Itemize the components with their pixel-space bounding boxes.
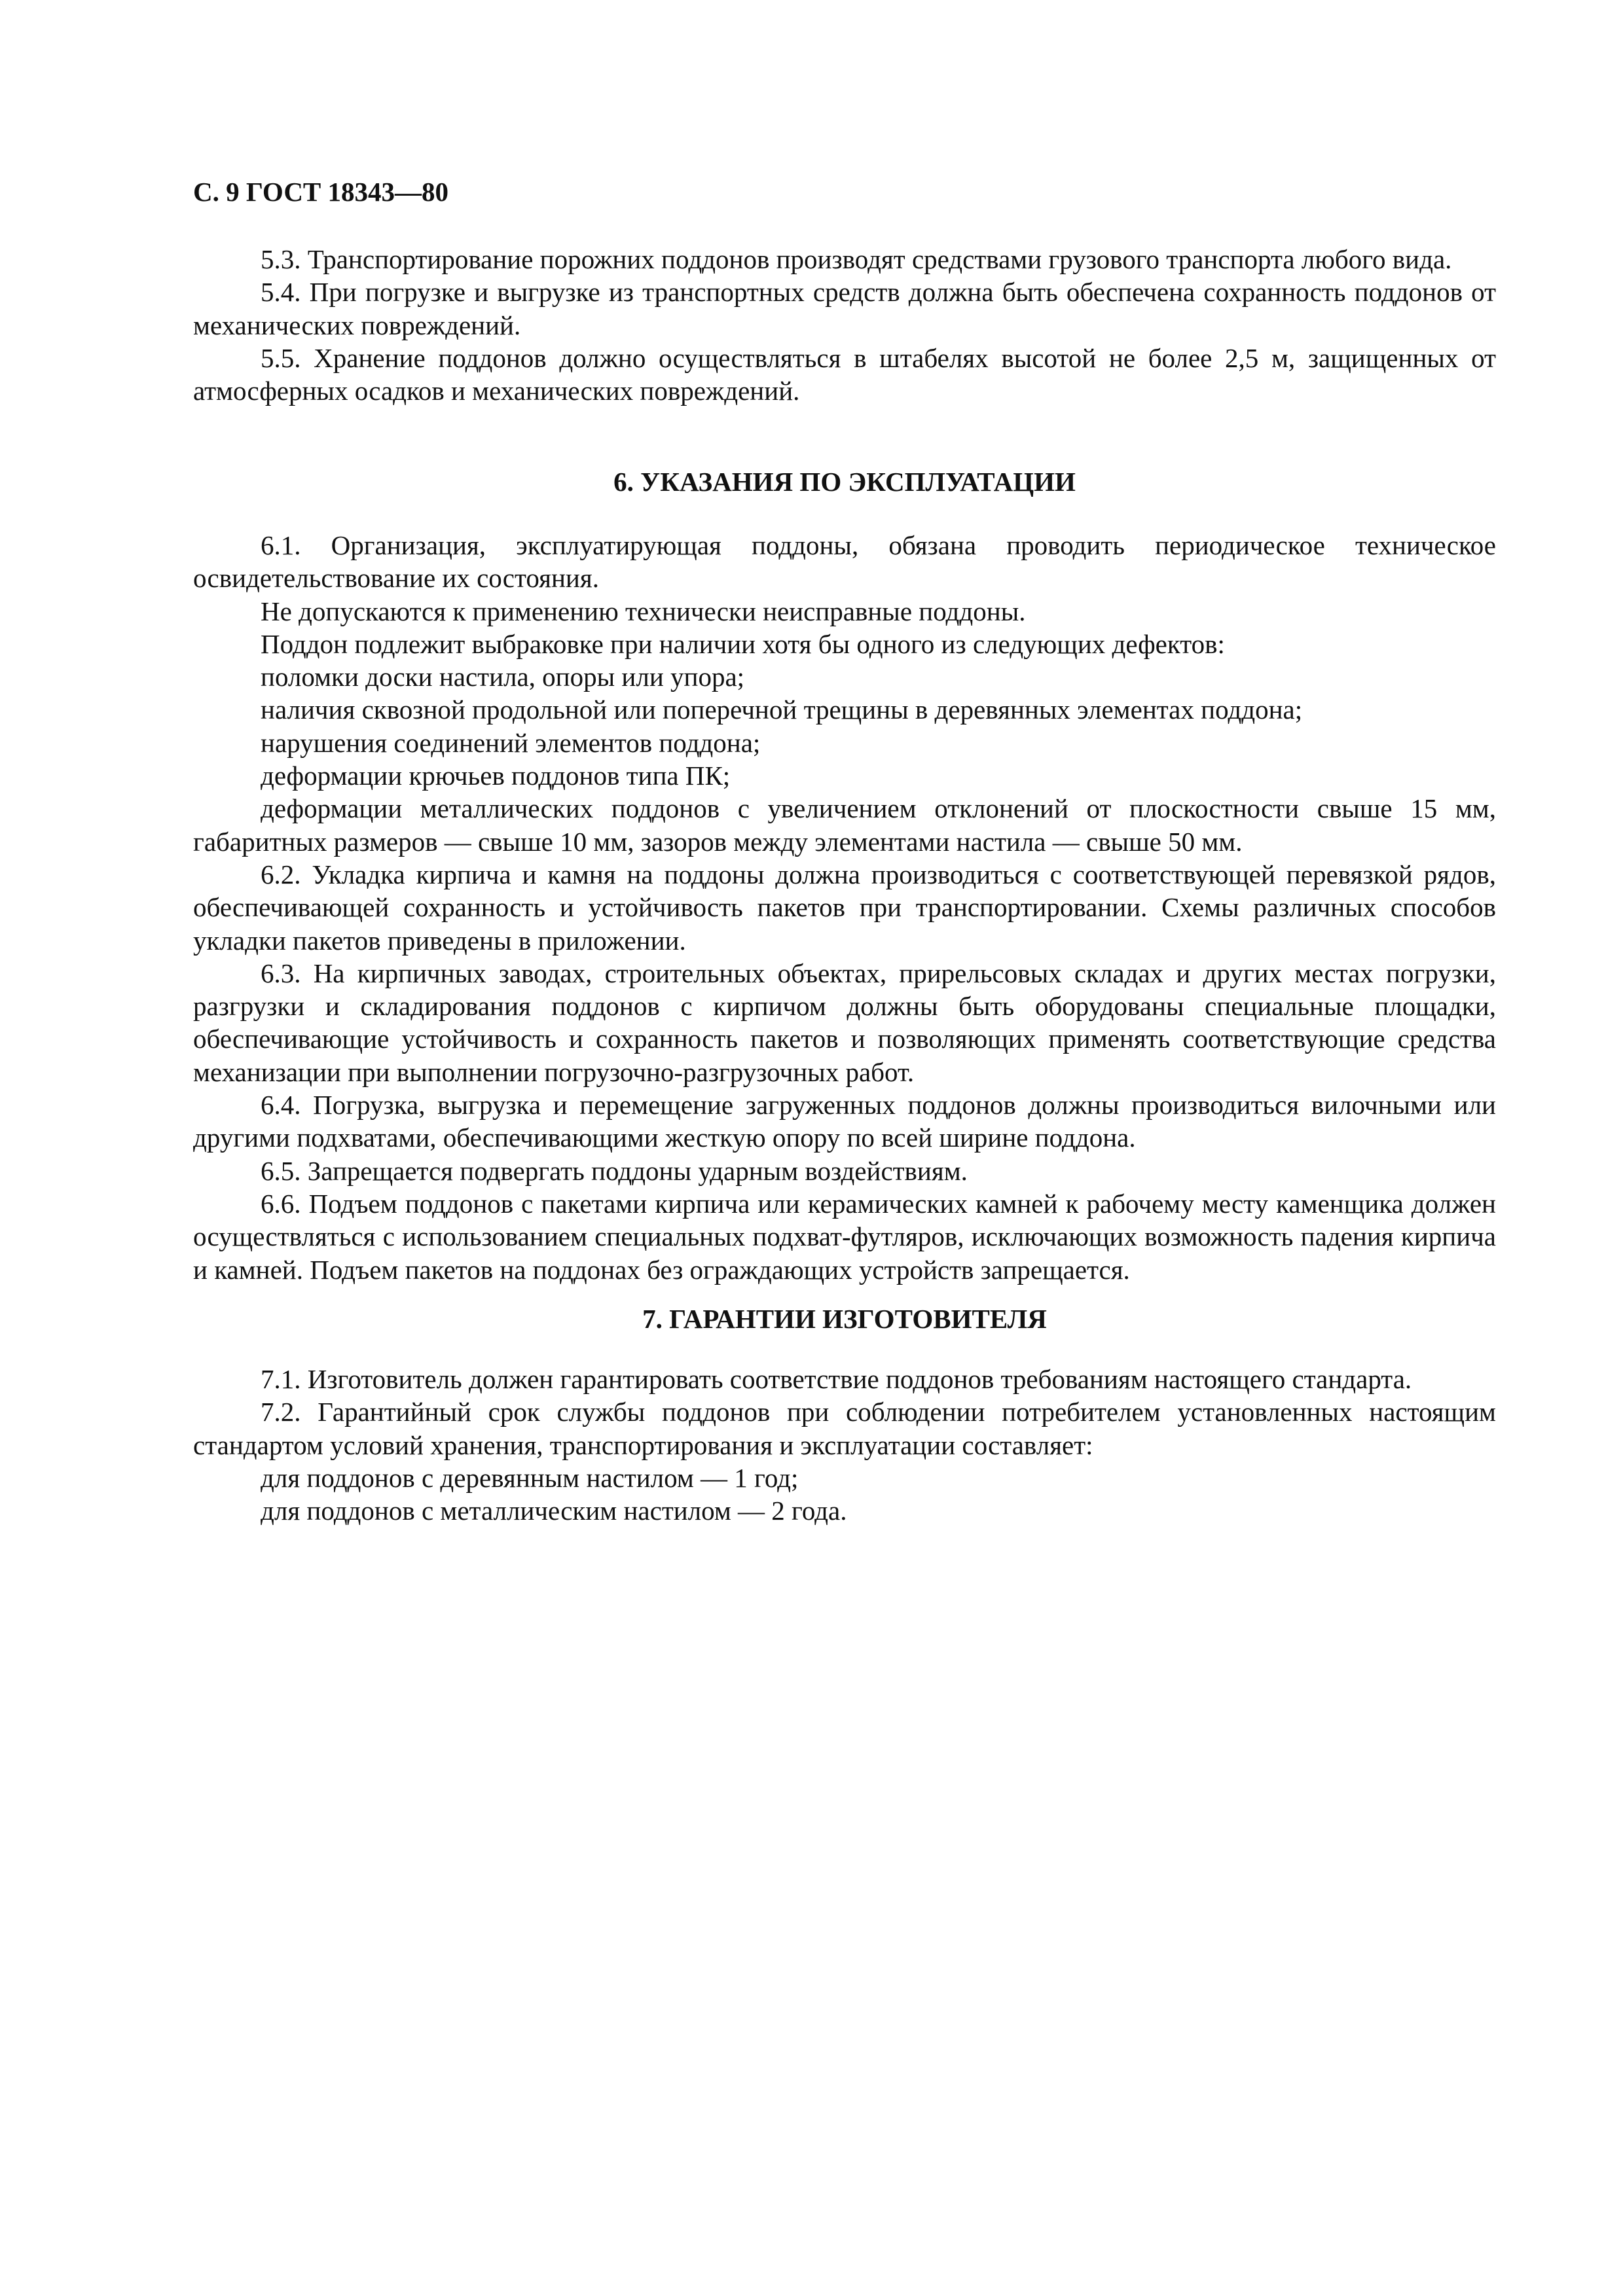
section-6-content bbox=[193, 529, 1496, 1286]
defect-item-1: поломки доски настила, опоры или упора; bbox=[261, 662, 745, 692]
paragraph-7-2: 7.2. Гарантийный срок службы поддонов при соблюдении потребителем установленных настоящим стандартом условий хранения, транспортирования и эксплуатации составляет: bbox=[193, 1397, 1496, 1460]
warranty-term-metal: для поддонов с металлическим настилом — 2 года. bbox=[261, 1496, 847, 1526]
paragraph-6-6: 6.6. Подъем поддонов с пакетами кирпича или керамических камней к рабочему месту каменщика должен осуществляться с использованием специальных подхват-футляров, исключающих возможность падения кирпича и камней. Подъем пакетов на поддонах без ограждающих устройств запрещается. bbox=[193, 1188, 1496, 1285]
paragraph-6-5: 6.5. Запрещается подвергать поддоны ударным воздействиям. bbox=[261, 1155, 968, 1186]
paragraph-7-1: 7.1. Изготовитель должен гарантировать соответствие поддонов требованиям настоящего стандарта. bbox=[261, 1364, 1412, 1394]
defect-item-3: нарушения соединений элементов поддона; bbox=[261, 727, 761, 758]
paragraph-5-5: 5.5. Хранение поддонов должно осуществляться в штабелях высотой не более 2,5 м, защищенных от атмосферных осадков и механических повреждений. bbox=[193, 342, 1496, 406]
paragraph-5-4: 5.4. При погрузке и выгрузке из транспортных средств должна быть обеспечена сохранность поддонов от механических повреждений. bbox=[193, 277, 1496, 340]
paragraph-6-1-not-allowed: Не допускаются к применению технически неисправные поддоны. bbox=[261, 596, 1026, 626]
defect-item-4: деформации крючьев поддонов типа ПК; bbox=[261, 761, 731, 791]
paragraph-6-2: 6.2. Укладка кирпича и камня на поддоны должна производиться с соответствующей перевязкой рядов, обеспечивающей сохранность и устойчивость пакетов при транспортировании. Схемы различных способов укладки пакетов приведены в приложении. bbox=[193, 859, 1496, 956]
page-header: С. 9 ГОСТ 18343—80 bbox=[193, 177, 449, 207]
paragraph-6-1-rejection: Поддон подлежит выбраковке при наличии хотя бы одного из следующих дефектов: bbox=[261, 628, 1225, 659]
section-6-heading: 6. УКАЗАНИЯ ПО ЭКСПЛУАТАЦИИ bbox=[613, 467, 1076, 497]
warranty-term-wood: для поддонов с деревянным настилом — 1 год; bbox=[261, 1462, 799, 1493]
section-5-content bbox=[193, 243, 1496, 407]
defect-item-5: деформации металлических поддонов с увеличением отклонений от плоскостности свыше 15 мм, габаритных размеров — свыше 10 мм, зазоров между элементами настила — свыше 50 мм. bbox=[193, 793, 1496, 857]
section-7-heading: 7. ГАРАНТИИ ИЗГОТОВИТЕЛЯ bbox=[642, 1304, 1047, 1334]
paragraph-6-1: 6.1. Организация, эксплуатирующая поддоны, обязана проводить периодическое техническое освидетельствование их состояния. bbox=[193, 530, 1496, 594]
paragraph-6-4: 6.4. Погрузка, выгрузка и перемещение загруженных поддонов должны производиться вилочными или другими подхватами, обеспечивающими жесткую опору по всей ширине поддона. bbox=[193, 1090, 1496, 1153]
section-7-content bbox=[193, 1363, 1496, 1527]
defect-item-2: наличия сквозной продольной или поперечной трещины в деревянных элементах поддона; bbox=[261, 694, 1303, 725]
paragraph-6-3: 6.3. На кирпичных заводах, строительных объектах, прирельсовых складах и других местах погрузки, разгрузки и складирования поддонов с кирпичом должны быть оборудованы специальные площадки, обеспечивающие устойчивость и сохранность пакетов и позволяющих применять соответствующие средства механизации при выполнении погрузочно-разгрузочных работ. bbox=[193, 958, 1496, 1087]
paragraph-5-3: 5.3. Транспортирование порожних поддонов производят средствами грузового транспорта любого вида. bbox=[261, 244, 1452, 274]
